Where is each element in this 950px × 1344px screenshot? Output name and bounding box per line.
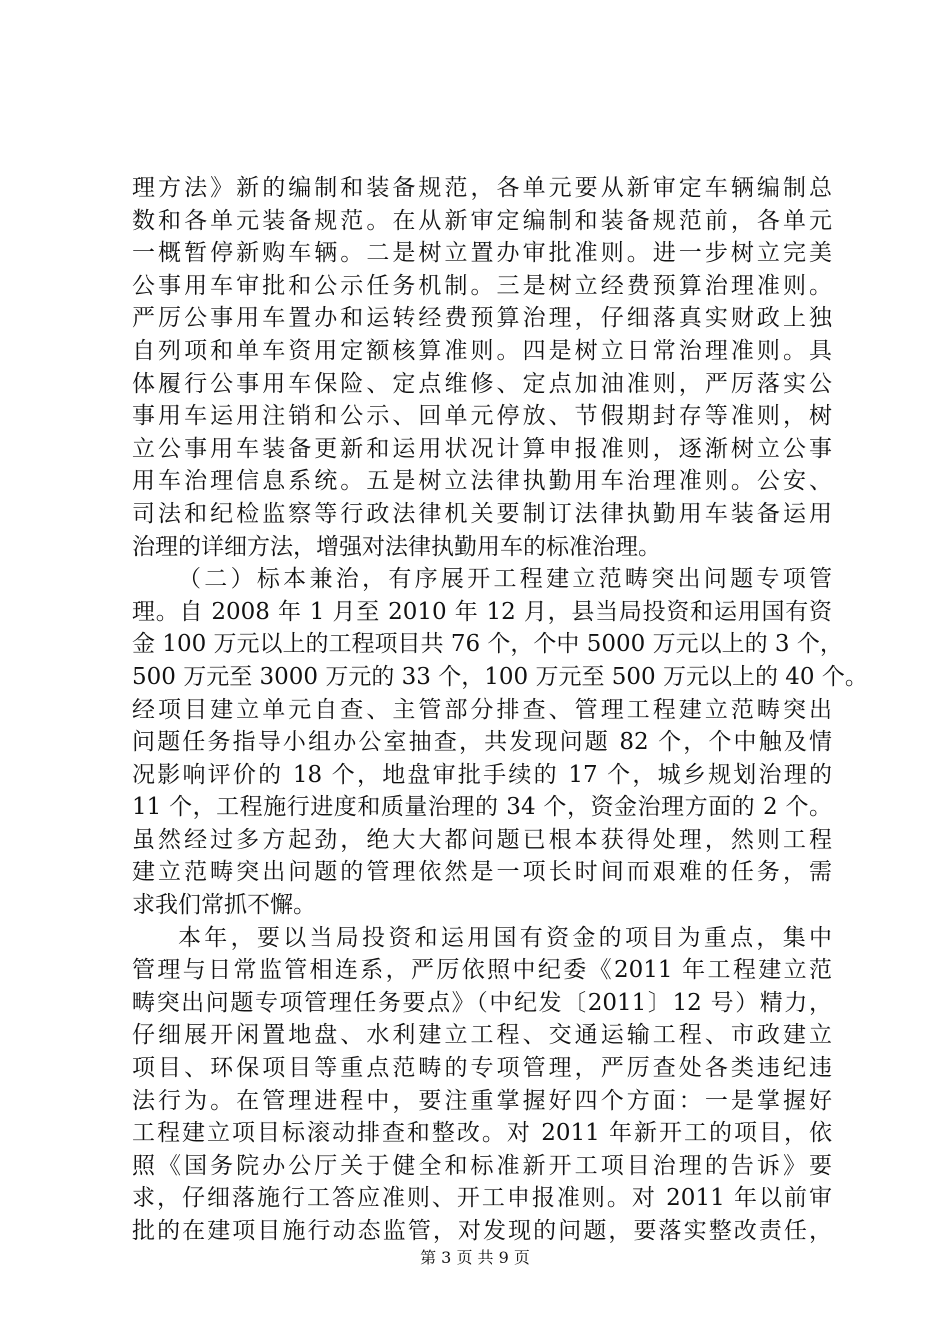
- text-line: 虽然经过多方起劲，绝大大都问题已根本获得处理，然则工程: [132, 826, 832, 853]
- text-line: 11 个，工程施行进度和质量治理的 34 个，资金治理方面的 2 个。: [132, 794, 832, 821]
- text-line: 建立范畴突出问题的管理依然是一项长时间而艰难的任务，需: [132, 859, 832, 886]
- text-line: 体履行公事用车保险、定点维修、定点加油准则，严厉落实公: [132, 370, 832, 397]
- text-line: 工程建立项目标滚动排查和整改。对 2011 年新开工的项目，依: [132, 1120, 832, 1147]
- text-line: 项目、环保项目等重点范畴的专项管理，严厉查处各类违纪违: [132, 1055, 832, 1082]
- text-line: 批的在建项目施行动态监管，对发现的问题，要落实整改责任，: [132, 1218, 832, 1244]
- paragraph-this-year-plan: [132, 922, 832, 1248]
- text-line: 求，仔细落施行工答应准则、开工申报准则。对 2011 年以前审: [132, 1185, 832, 1212]
- page-number-footer: 第 3 页 共 9 页: [420, 1248, 530, 1267]
- text-line: 金 100 万元以上的工程项目共 76 个，个中 5000 万元以上的 3 个，: [132, 631, 843, 658]
- text-line: 本年，要以当局投资和运用国有资金的项目为重点，集中: [178, 924, 832, 951]
- text-line: 问题任务指导小组办公室抽查，共发现问题 82 个，个中触及情: [132, 729, 832, 756]
- text-line: 求我们常抓不懈。: [132, 892, 316, 919]
- text-line: 理方法》新的编制和装备规范，各单元要从新审定车辆编制总: [132, 175, 832, 201]
- text-line: 事用车运用注销和公示、回单元停放、节假期封存等准则，树: [132, 403, 832, 430]
- text-line: 立公事用车装备更新和运用状况计算申报准则，逐渐树立公事: [132, 435, 832, 462]
- text-line: 法行为。在管理进程中，要注重掌握好四个方面：一是掌握好: [132, 1087, 832, 1114]
- text-line: 治理的详细方法，增强对法律执勤用车的标准治理。: [132, 533, 661, 560]
- text-line: 司法和纪检监察等行政法律机关要制订法律执勤用车装备运用: [132, 500, 832, 527]
- paragraph-engineering-issues: [132, 563, 868, 922]
- text-line: 自列项和单车资用定额核算准则。四是树立日常治理准则。具: [132, 337, 832, 364]
- paragraph-vehicle-management: [132, 172, 832, 563]
- text-line: （二）标本兼治，有序展开工程建立范畴突出问题专项管: [178, 566, 832, 593]
- text-line: 仔细展开闲置地盘、水利建立工程、交通运输工程、市政建立: [132, 1022, 832, 1049]
- text-line: 况影响评价的 18 个，地盘审批手续的 17 个，城乡规划治理的: [132, 761, 832, 788]
- text-line: 用车治理信息系统。五是树立法律执勤用车治理准则。公安、: [132, 468, 832, 495]
- text-line: 公事用车审批和公示任务机制。三是树立经费预算治理准则。: [132, 272, 832, 299]
- text-line: 畴突出问题专项管理任务要点》（中纪发〔2011〕12 号）精力，: [132, 989, 832, 1016]
- text-line: 管理与日常监管相连系，严厉依照中纪委《2011 年工程建立范: [132, 957, 832, 984]
- text-line: 经项目建立单元自查、主管部分排查、管理工程建立范畴突出: [132, 696, 832, 723]
- text-line: 理。自 2008 年 1 月至 2010 年 12 月，县当局投资和运用国有资: [132, 598, 832, 625]
- text-line: 500 万元至 3000 万元的 33 个，100 万元至 500 万元以上的 40 个。: [132, 663, 868, 690]
- text-line: 照《国务院办公厅关于健全和标准新开工项目治理的告诉》要: [132, 1152, 832, 1179]
- text-line: 一概暂停新购车辆。二是树立置办审批准则。进一步树立完美: [132, 240, 832, 267]
- document-body: [132, 172, 868, 1248]
- text-line: 严厉公事用车置办和运转经费预算治理，仔细落真实财政上独: [132, 305, 832, 332]
- text-line: 数和各单元装备规范。在从新审定编制和装备规范前，各单元: [132, 207, 832, 234]
